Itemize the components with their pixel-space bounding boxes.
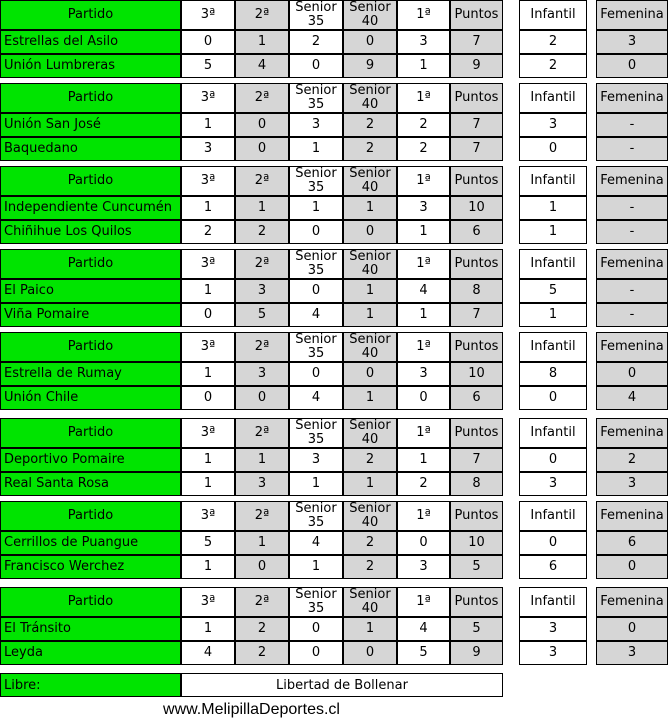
score-c2: 3 [235,279,289,303]
header-c3: 3ª [181,0,235,30]
score-femenina: 0 [596,617,668,641]
team-name: El Paico [0,279,181,303]
score-femenina: 0 [596,555,668,579]
header-infantil: Infantil [519,418,587,448]
header-infantil: Infantil [519,587,587,617]
header-c1: 1ª [397,166,450,196]
score-s35: 0 [289,362,343,386]
libre-label: Libre: [0,673,181,697]
score-c3: 4 [181,641,235,665]
header-s35: Senior 35 [289,166,343,196]
team-name: Baquedano [0,137,181,161]
header-partido: Partido [0,166,181,196]
score-c2: 4 [235,54,289,78]
header-partido: Partido [0,249,181,279]
header-c1: 1ª [397,332,450,362]
score-c3: 1 [181,555,235,579]
score-c1: 4 [397,617,450,641]
score-c3: 1 [181,362,235,386]
score-infantil: 1 [519,196,587,220]
score-s40: 0 [343,362,397,386]
score-s35: 1 [289,196,343,220]
score-puntos: 7 [450,448,503,472]
header-s40: Senior 40 [343,332,397,362]
score-c3: 0 [181,386,235,410]
header-c2: 2ª [235,249,289,279]
header-c1: 1ª [397,83,450,113]
header-c2: 2ª [235,418,289,448]
score-infantil: 8 [519,362,587,386]
score-s40: 1 [343,303,397,327]
header-s35: Senior 35 [289,249,343,279]
score-s40: 2 [343,531,397,555]
score-s40: 2 [343,137,397,161]
team-name: Estrellas del Asilo [0,30,181,54]
score-infantil: 0 [519,531,587,555]
header-puntos: Puntos [450,249,503,279]
score-s40: 2 [343,448,397,472]
score-infantil: 0 [519,137,587,161]
header-s35: Senior 35 [289,83,343,113]
header-c2: 2ª [235,0,289,30]
header-c1: 1ª [397,249,450,279]
score-c1: 3 [397,362,450,386]
header-femenina: Femenina [596,332,668,362]
score-puntos: 7 [450,30,503,54]
score-s40: 9 [343,54,397,78]
score-femenina: - [596,220,668,244]
score-puntos: 10 [450,531,503,555]
header-infantil: Infantil [519,166,587,196]
score-puntos: 9 [450,54,503,78]
header-c2: 2ª [235,332,289,362]
score-femenina: 2 [596,448,668,472]
team-name: Cerrillos de Puangue [0,531,181,555]
header-partido: Partido [0,501,181,531]
team-name: Chiñihue Los Quilos [0,220,181,244]
header-puntos: Puntos [450,0,503,30]
score-s40: 1 [343,196,397,220]
header-s40: Senior 40 [343,83,397,113]
header-c2: 2ª [235,587,289,617]
score-c1: 5 [397,641,450,665]
header-s40: Senior 40 [343,587,397,617]
team-name: Independiente Cuncumén [0,196,181,220]
score-s35: 3 [289,448,343,472]
score-femenina: - [596,113,668,137]
score-femenina: 0 [596,362,668,386]
score-infantil: 6 [519,555,587,579]
footer-website[interactable]: www.MelipillaDeportes.cl [163,701,340,718]
header-infantil: Infantil [519,0,587,30]
score-infantil: 2 [519,30,587,54]
score-femenina: - [596,137,668,161]
score-c3: 0 [181,303,235,327]
score-s40: 1 [343,279,397,303]
score-c1: 1 [397,54,450,78]
header-c1: 1ª [397,501,450,531]
score-infantil: 3 [519,641,587,665]
score-c3: 0 [181,30,235,54]
score-c1: 1 [397,448,450,472]
header-puntos: Puntos [450,332,503,362]
score-c1: 3 [397,555,450,579]
header-s40: Senior 40 [343,249,397,279]
header-infantil: Infantil [519,332,587,362]
team-name: El Tránsito [0,617,181,641]
team-name: Unión Lumbreras [0,54,181,78]
header-puntos: Puntos [450,501,503,531]
header-femenina: Femenina [596,418,668,448]
score-infantil: 5 [519,279,587,303]
header-s35: Senior 35 [289,501,343,531]
header-c3: 3ª [181,249,235,279]
header-s40: Senior 40 [343,501,397,531]
score-c1: 2 [397,137,450,161]
score-puntos: 5 [450,617,503,641]
team-name: Deportivo Pomaire [0,448,181,472]
score-c1: 3 [397,196,450,220]
header-femenina: Femenina [596,166,668,196]
score-c2: 0 [235,113,289,137]
header-partido: Partido [0,332,181,362]
score-femenina: 3 [596,30,668,54]
header-infantil: Infantil [519,83,587,113]
score-c2: 3 [235,472,289,496]
score-s35: 0 [289,54,343,78]
score-femenina: 0 [596,54,668,78]
header-puntos: Puntos [450,418,503,448]
score-c3: 5 [181,531,235,555]
score-c1: 4 [397,279,450,303]
score-c3: 2 [181,220,235,244]
score-c2: 2 [235,641,289,665]
score-puntos: 7 [450,113,503,137]
score-s35: 0 [289,279,343,303]
score-infantil: 1 [519,303,587,327]
score-puntos: 10 [450,362,503,386]
header-c1: 1ª [397,0,450,30]
header-femenina: Femenina [596,0,668,30]
score-c2: 1 [235,448,289,472]
score-infantil: 0 [519,386,587,410]
header-puntos: Puntos [450,83,503,113]
team-name: Estrella de Rumay [0,362,181,386]
header-c1: 1ª [397,418,450,448]
header-c3: 3ª [181,83,235,113]
score-infantil: 3 [519,472,587,496]
team-name: Unión San José [0,113,181,137]
header-partido: Partido [0,83,181,113]
score-s35: 4 [289,386,343,410]
score-c1: 1 [397,220,450,244]
score-puntos: 6 [450,220,503,244]
header-c3: 3ª [181,587,235,617]
score-c3: 1 [181,279,235,303]
score-femenina: - [596,196,668,220]
score-femenina: 3 [596,472,668,496]
header-s35: Senior 35 [289,587,343,617]
score-s35: 0 [289,220,343,244]
header-c3: 3ª [181,166,235,196]
score-c2: 0 [235,137,289,161]
score-puntos: 6 [450,386,503,410]
score-c3: 3 [181,137,235,161]
score-c3: 1 [181,196,235,220]
header-c3: 3ª [181,332,235,362]
header-s40: Senior 40 [343,418,397,448]
score-infantil: 0 [519,448,587,472]
score-c3: 1 [181,448,235,472]
header-c1: 1ª [397,587,450,617]
team-name: Real Santa Rosa [0,472,181,496]
score-femenina: - [596,303,668,327]
score-s40: 0 [343,220,397,244]
score-c1: 0 [397,531,450,555]
score-puntos: 8 [450,279,503,303]
header-s35: Senior 35 [289,0,343,30]
score-puntos: 9 [450,641,503,665]
header-c2: 2ª [235,501,289,531]
score-c2: 5 [235,303,289,327]
score-s40: 2 [343,113,397,137]
score-c1: 2 [397,113,450,137]
header-s40: Senior 40 [343,0,397,30]
score-puntos: 5 [450,555,503,579]
score-s40: 1 [343,472,397,496]
score-c2: 1 [235,196,289,220]
score-c1: 2 [397,472,450,496]
score-s35: 1 [289,137,343,161]
score-s40: 1 [343,386,397,410]
score-s40: 0 [343,641,397,665]
score-c2: 0 [235,555,289,579]
score-infantil: 2 [519,54,587,78]
header-s35: Senior 35 [289,332,343,362]
score-c2: 0 [235,386,289,410]
score-femenina: 6 [596,531,668,555]
score-c2: 1 [235,531,289,555]
score-s35: 1 [289,555,343,579]
header-puntos: Puntos [450,587,503,617]
score-s35: 4 [289,531,343,555]
team-name: Viña Pomaire [0,303,181,327]
score-s35: 3 [289,113,343,137]
header-c2: 2ª [235,166,289,196]
score-infantil: 1 [519,220,587,244]
score-s40: 0 [343,30,397,54]
score-s35: 1 [289,472,343,496]
score-puntos: 7 [450,303,503,327]
team-name: Francisco Werchez [0,555,181,579]
score-c3: 1 [181,617,235,641]
header-infantil: Infantil [519,249,587,279]
score-femenina: 4 [596,386,668,410]
score-c2: 3 [235,362,289,386]
header-femenina: Femenina [596,249,668,279]
header-femenina: Femenina [596,83,668,113]
score-s35: 0 [289,617,343,641]
score-infantil: 3 [519,617,587,641]
score-s35: 4 [289,303,343,327]
header-partido: Partido [0,418,181,448]
score-femenina: 3 [596,641,668,665]
score-c2: 1 [235,30,289,54]
score-c1: 0 [397,386,450,410]
header-femenina: Femenina [596,587,668,617]
header-s40: Senior 40 [343,166,397,196]
score-puntos: 10 [450,196,503,220]
score-c1: 3 [397,30,450,54]
team-name: Leyda [0,641,181,665]
score-c2: 2 [235,220,289,244]
score-infantil: 3 [519,113,587,137]
score-s35: 2 [289,30,343,54]
header-infantil: Infantil [519,501,587,531]
score-c1: 1 [397,303,450,327]
score-femenina: - [596,279,668,303]
score-c2: 2 [235,617,289,641]
header-partido: Partido [0,587,181,617]
header-c2: 2ª [235,83,289,113]
team-name: Unión Chile [0,386,181,410]
header-c3: 3ª [181,501,235,531]
header-s35: Senior 35 [289,418,343,448]
libre-team: Libertad de Bollenar [181,673,503,697]
header-femenina: Femenina [596,501,668,531]
score-s40: 2 [343,555,397,579]
header-c3: 3ª [181,418,235,448]
score-c3: 1 [181,472,235,496]
header-puntos: Puntos [450,166,503,196]
score-s35: 0 [289,641,343,665]
score-puntos: 7 [450,137,503,161]
score-puntos: 8 [450,472,503,496]
header-partido: Partido [0,0,181,30]
score-c3: 1 [181,113,235,137]
score-s40: 1 [343,617,397,641]
score-c3: 5 [181,54,235,78]
